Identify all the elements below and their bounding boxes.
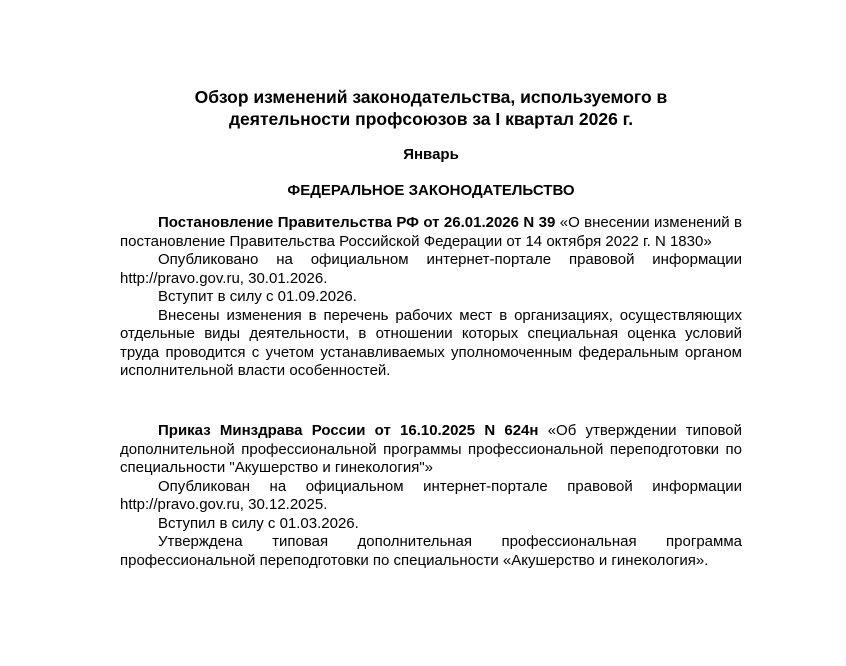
entry-published: Опубликовано на официальном интернет-портале правовой информации http://pravo.gov.ru, 30.01.2026. [120, 251, 742, 287]
entry-summary: Внесены изменения в перечень рабочих мест в организациях, осуществляющих отдельные виды деятельности, в отношении которых специальная оценка условий труда проводится с учетом устанавливаемых уполномоченным федеральным органом исполнительной власти особенностей. [120, 306, 742, 379]
entry-block [120, 214, 742, 381]
title-line-2: деятельности профсоюзов за I квартал 2026 г. [228, 109, 634, 129]
entry-effective: Вступит в силу с 01.09.2026. [158, 288, 357, 305]
entry-act-description: «Об утверждении типовой дополнительной профессиональной программы профессиональной переподготовки по специальности "Акушерство и гинекология"» [120, 422, 742, 476]
entry-block [120, 422, 742, 570]
entry-act-title: Постановление Правительства РФ от 26.01.2026 N 39 [158, 214, 556, 231]
title-line-1: Обзор изменений законодательства, используемого в [194, 87, 668, 107]
entry-summary: Утверждена типовая дополнительная профессиональная программа профессиональной переподготовки по специальности «Акушерство и гинекология». [120, 533, 742, 569]
entry-act-description: «О внесении изменений в постановление Правительства Российской Федерации от 14 октября 2022 г. N 1830» [120, 214, 742, 250]
document-title [120, 86, 742, 130]
entry-effective: Вступил в силу с 01.03.2026. [158, 514, 359, 532]
entry-act [120, 422, 742, 478]
month-heading: Январь [403, 146, 459, 163]
entry-act-title: Приказ Минздрава России от 16.10.2025 N 624н [158, 422, 539, 439]
section-heading: ФЕДЕРАЛЬНОЕ ЗАКОНОДАТЕЛЬСТВО [287, 182, 575, 199]
entry-act [120, 214, 742, 251]
entry-published: Опубликован на официальном интернет-портале правовой информации http://pravo.gov.ru, 30.12.2025. [120, 477, 742, 513]
